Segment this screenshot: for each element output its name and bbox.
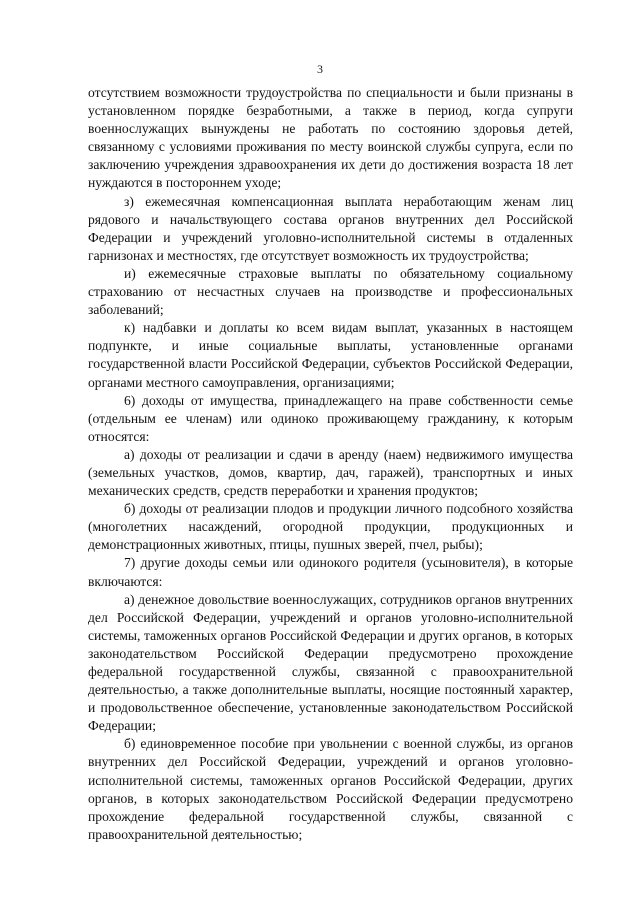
page-number: 3 — [317, 62, 323, 76]
paragraph-item-z: з) ежемесячная компенсационная выплата неработающим женам лиц рядового и начальствующего состава органов внутренних дел Российской Федерации и учреждений уголовно-исполнительной системы в отдаленных гарнизонах и местностях, где отсутствует возможность их трудоустройства; — [88, 193, 573, 263]
paragraph-item-6b: б) доходы от реализации плодов и продукции личного подсобного хозяйства (многолетних насаждений, огородной продукции, продукционных и демонстрационных животных, птицы, пушных зверей, пчел, рыбы); — [88, 501, 573, 553]
paragraph-item-i: и) ежемесячные страховые выплаты по обязательному социальному страхованию от несчастных случаев на производстве и профессиональных заболеваний; — [88, 265, 573, 318]
paragraph-item-k: к) надбавки и доплаты ко всем видам выплат, указанных в настоящем подпункте, и иные социальные выплаты, установленные органами государственной власти Российской Федерации, субъектов Российской Федерации, органами местного самоуправления, организациями; — [88, 320, 573, 390]
paragraph-item-6: 6) доходы от имущества, принадлежащего на праве собственности семье (отдельным ее членам) или одиноко проживающему гражданину, к которым относятся: — [88, 392, 573, 444]
paragraph-continuation: отсутствием возможности трудоустройства по специальности и были признаны в установленном порядке безработными, а также в период, когда супруги военнослужащих вынуждены не работать по состоянию здоровья детей, связанному с условиями проживания по месту воинской службы супруга, если по заключению учреждения здравоохранения их дети до достижения возраста 18 лет нуждаются в постороннем уходе; — [88, 85, 573, 191]
paragraph-item-7b: б) единовременное пособие при увольнении с военной службы, из органов внутренних дел Российской Федерации, учреждений и органов уголовно-исполнительной системы, таможенных органов Российской Федерации, других органов, в которых законодательством Российской Федерации предусмотрено прохождение федеральной государственной службы, связанной с правоохранительной деятельностью; — [88, 736, 573, 842]
paragraph-item-6a: а) доходы от реализации и сдачи в аренду (наем) недвижимого имущества (земельных участков, домов, квартир, дач, гаражей), транспортных и иных механических средств, средств переработки и хранения продуктов; — [88, 446, 573, 499]
paragraph-item-7: 7) другие доходы семьи или одинокого родителя (усыновителя), в которые включаются: — [88, 555, 573, 589]
paragraph-item-7a: а) денежное довольствие военнослужащих, сотрудников органов внутренних дел Российской Федерации, учреждений и органов уголовно-исполнительной системы, таможенных органов Российской Федерации и других органов, в которых законодательством Российской Федерации предусмотрено прохождение федеральной государственной службы, связанной с правоохранительной деятельностью, а также дополнительные выплаты, носящие постоянный характер, и продовольственное обеспечение, установленные законодательством Российской Федерации; — [88, 591, 573, 734]
document-body — [88, 84, 573, 844]
